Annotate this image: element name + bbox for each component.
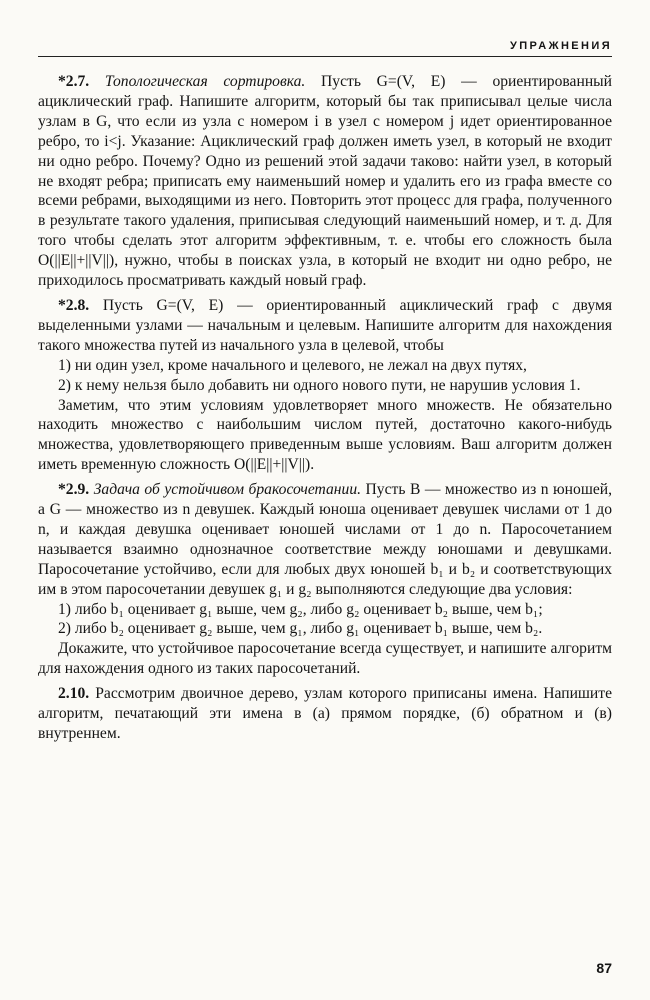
problem-number: *2.8. xyxy=(58,296,90,314)
list-item: 2) либо b₂ оценивает g₂ выше, чем g₁, либо g₁ оценивает b₁ выше, чем b₂. xyxy=(58,620,543,638)
running-head: УПРАЖНЕНИЯ xyxy=(509,40,612,52)
header-rule xyxy=(38,56,612,57)
problem-text: Рассмотрим двоичное дерево, узлам которого приписаны имена. Напишите алгоритм, печатающий эти имена в (а) прямом порядке, (б) обратном и (в) внутреннем. xyxy=(38,685,612,742)
list-item: 2) к нему нельзя было добавить ни одного нового пути, не нарушив условия 1. xyxy=(58,376,581,394)
page xyxy=(38,0,612,1000)
problem-title: Топологическая сортировка. xyxy=(104,73,306,90)
page-body xyxy=(38,72,612,749)
problem-number: *2.7. xyxy=(58,73,90,90)
problem-text: Пусть G=(V, E) — ориентированный ациклический граф с двумя выделенными узлами — начальным и целевым. Напишите алгоритм для нахождения такого множества путей из начального узла в целевой, чтобы xyxy=(38,296,612,354)
problem-note: Заметим, что этим условиям удовлетворяет много множеств. Не обязательно находить множество с наибольшим числом путей, достаточно какого-нибудь множества, удовлетворяющего приведенным выше условиям. Ваш алгоритм должен иметь временную сложность O(||E||+||V||). xyxy=(38,396,612,474)
problem-title: Задача об устойчивом бракосочетании. xyxy=(93,481,362,499)
problem-number: 2.10. xyxy=(58,685,90,703)
list-item: 1) ни один узел, кроме начального и целевого, не лежал на двух путях, xyxy=(58,356,527,374)
problem-text: Пусть B — множество из n юношей, а G — множество из n девушек. Каждый юноша оценивает девушек числами от 1 до n, и каждая девушка оценивает юношей числами от 1 до n. Паросочетанием называется взаимно однозначное соответствие между юношами и девушками. Паросочетание устойчиво, если для любых двух юношей b₁ и b₂ и соответствующих им в этом паросочетании девушек g₁ и g₂ выполняются следующие два условия: xyxy=(38,481,612,598)
problem-2-10 xyxy=(38,684,612,744)
problem-2-8 xyxy=(38,296,612,475)
problem-2-9 xyxy=(38,480,612,679)
problem-2-7 xyxy=(38,72,612,291)
problem-number: *2.9. xyxy=(58,481,90,499)
page-number: 87 xyxy=(596,960,612,976)
problem-note: Докажите, что устойчивое паросочетание всегда существует, и напишите алгоритм для нахождения одного из таких паросочетаний. xyxy=(38,640,612,678)
problem-text: Пусть G=(V, E) — ориентированный ациклический граф. Напишите алгоритм, который бы так приписывал целые числа узлам в G, что если из узла с номером i в узел с номером j идет ориентированное ребро, то i<j. Указание: Ациклический граф должен иметь узел, в который не входит ни одно ребро. Почему? Одно из решений этой задачи таково: найти узел, в который не входят ребра; приписать ему наименьший номер и удалить его из графа вместе со всеми ребрами, выходящими из него. Повторить этот процесс для графа, полученного в результате такого удаления, приписывая следующий наименьший номер, и т. д. Для того чтобы сделать этот алгоритм эффективным, т. е. чтобы его сложность была O(||E||+||V||), нужно, чтобы в поисках узла, в который не входит ни одно ребро, не приходилось просматривать каждый новый граф. xyxy=(38,73,612,290)
list-item: 1) либо b₁ оценивает g₁ выше, чем g₂, либо g₂ оценивает b₂ выше, чем b₁; xyxy=(58,600,543,618)
